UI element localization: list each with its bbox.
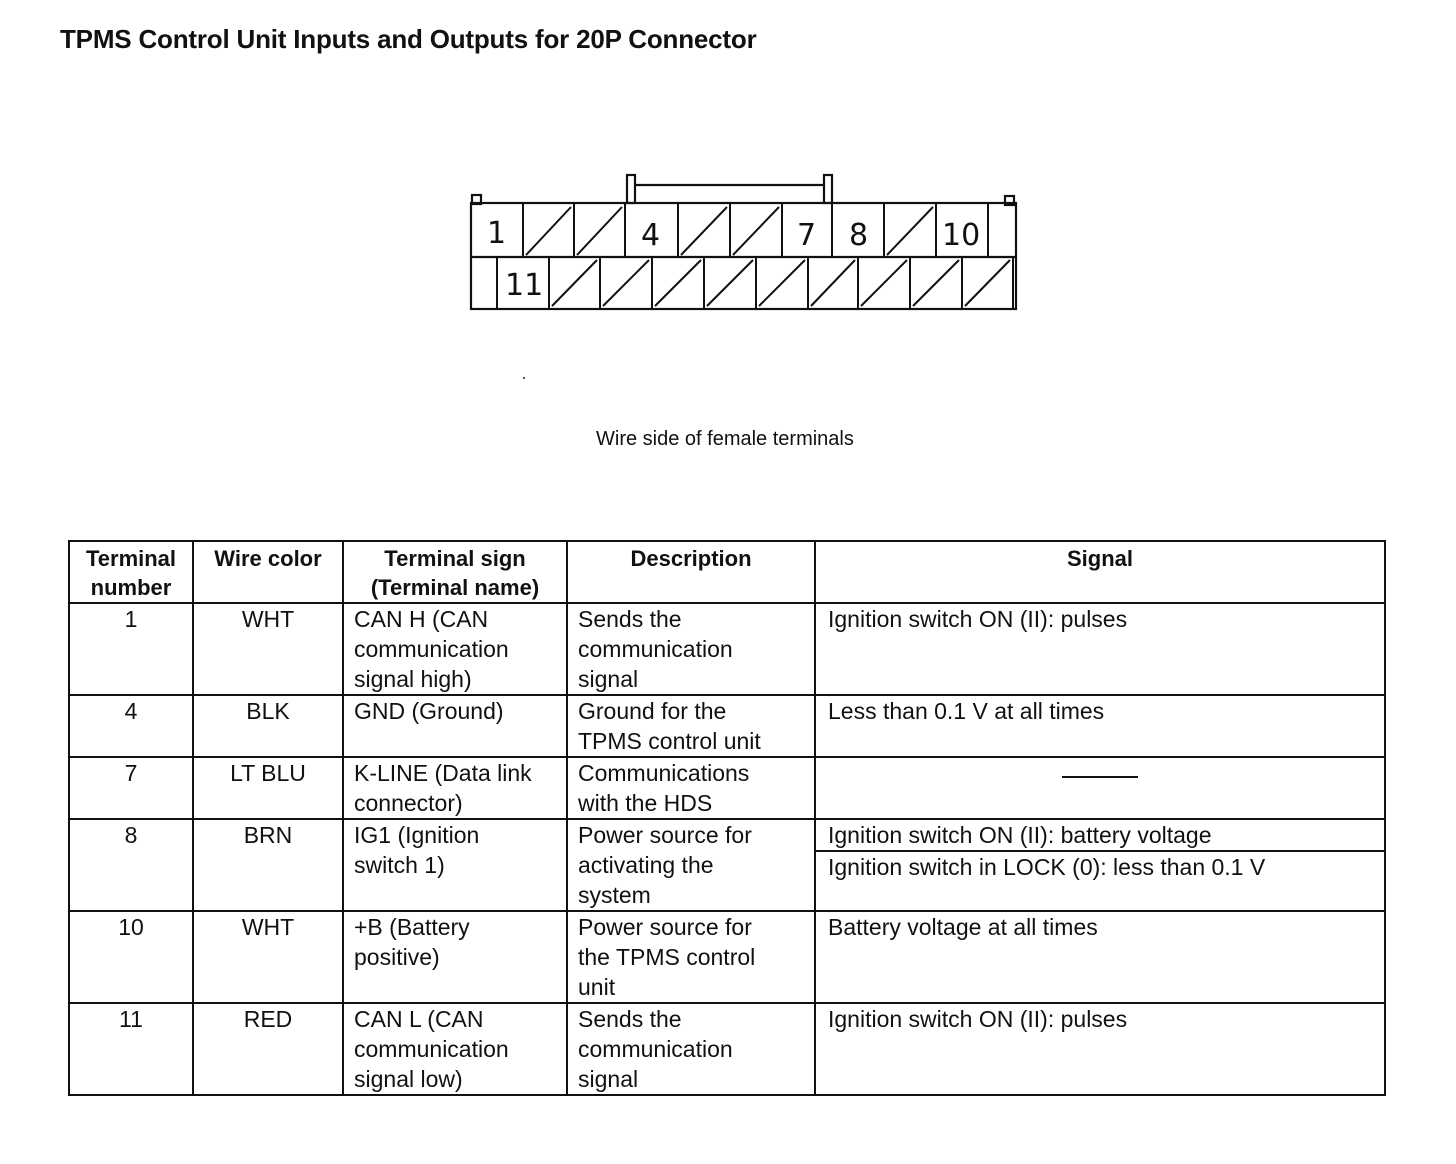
wire-color-cell: RED (193, 1003, 343, 1095)
scan-speck (523, 377, 525, 379)
unused-cavity-12 (552, 260, 597, 306)
signal-cell: Ignition switch ON (II): pulses (815, 1003, 1385, 1095)
pin-label-8: 8 (849, 218, 869, 253)
signal-cell: Less than 0.1 V at all times (815, 695, 1385, 757)
description-cell: Sends the communication signal (567, 1003, 815, 1095)
unused-cavity-16 (759, 260, 805, 306)
unused-cavity-20 (965, 260, 1010, 306)
terminal-sign-cell: CAN H (CAN communication signal high) (343, 603, 567, 695)
latch-post-left (627, 175, 635, 203)
pin-label-10: 10 (942, 218, 981, 253)
pin-label-4: 4 (641, 218, 661, 253)
terminal-number-cell: 11 (69, 1003, 193, 1095)
pin-label-7: 7 (797, 218, 817, 253)
table-row (69, 757, 1385, 819)
terminal-sign-cell: IG1 (Ignition switch 1) (343, 819, 567, 911)
table-row (69, 911, 1385, 1003)
unused-cavity-3 (577, 207, 622, 255)
table-row (69, 819, 1385, 911)
terminal-number-cell: 7 (69, 757, 193, 819)
latch-post-right (824, 175, 832, 203)
unused-cavity-13 (603, 260, 649, 306)
terminal-sign-cell: GND (Ground) (343, 695, 567, 757)
terminal-number-cell: 4 (69, 695, 193, 757)
header-wire-color: Wire color (193, 541, 343, 603)
unused-cavity-19 (913, 260, 959, 306)
terminal-sign-cell: K-LINE (Data link connector) (343, 757, 567, 819)
unused-cavity-18 (861, 260, 907, 306)
top-row-cells (523, 203, 988, 257)
signal-cell: Battery voltage at all times (815, 911, 1385, 1003)
connector-diagram (460, 165, 1030, 320)
header-description: Description (567, 541, 815, 603)
signal-cell (815, 757, 1385, 819)
table-row (69, 695, 1385, 757)
terminal-sign-cell: +B (Battery positive) (343, 911, 567, 1003)
wire-color-cell: WHT (193, 603, 343, 695)
description-cell: Ground for the TPMS control unit (567, 695, 815, 757)
connector-caption: Wire side of female terminals (596, 428, 854, 450)
page-title: TPMS Control Unit Inputs and Outputs for 20P Connector (60, 24, 757, 54)
unused-cavity-15 (707, 260, 753, 306)
wire-color-cell: BLK (193, 695, 343, 757)
signal-cell: Ignition switch ON (II): battery voltage Ignition switch in LOCK (0): less than 0.1 V (815, 819, 1385, 911)
terminal-number-cell: 1 (69, 603, 193, 695)
header-terminal-sign: Terminal sign (Terminal name) (343, 541, 567, 603)
table-row (69, 603, 1385, 695)
table-header-row (69, 541, 1385, 603)
wire-color-cell: LT BLU (193, 757, 343, 819)
terminal-number-cell: 8 (69, 819, 193, 911)
wire-color-cell: WHT (193, 911, 343, 1003)
connector-housing (471, 175, 1016, 309)
wire-color-cell: BRN (193, 819, 343, 911)
not-applicable-dash (1062, 776, 1138, 778)
description-cell: Power source for activating the system (567, 819, 815, 911)
unused-cavity-9 (887, 207, 933, 255)
terminal-sign-cell: CAN L (CAN communication signal low) (343, 1003, 567, 1095)
io-table (68, 540, 1386, 1096)
pin-label-11: 11 (505, 268, 544, 303)
unused-cavity-14 (655, 260, 701, 306)
unused-cavity-17 (811, 260, 855, 306)
table-row (69, 1003, 1385, 1095)
description-cell: Power source for the TPMS control unit (567, 911, 815, 1003)
unused-cavity-6 (733, 207, 779, 255)
unused-cavity-5 (681, 207, 727, 255)
pin-label-1: 1 (487, 216, 507, 251)
connector-20p-svg (460, 165, 1030, 320)
unused-cavity-2 (526, 207, 571, 255)
bottom-row-cells (497, 257, 1013, 309)
terminal-number-cell: 10 (69, 911, 193, 1003)
description-cell: Communications with the HDS (567, 757, 815, 819)
header-terminal-number: Terminal number (69, 541, 193, 603)
header-signal: Signal (815, 541, 1385, 603)
signal-cell: Ignition switch ON (II): pulses (815, 603, 1385, 695)
description-cell: Sends the communication signal (567, 603, 815, 695)
